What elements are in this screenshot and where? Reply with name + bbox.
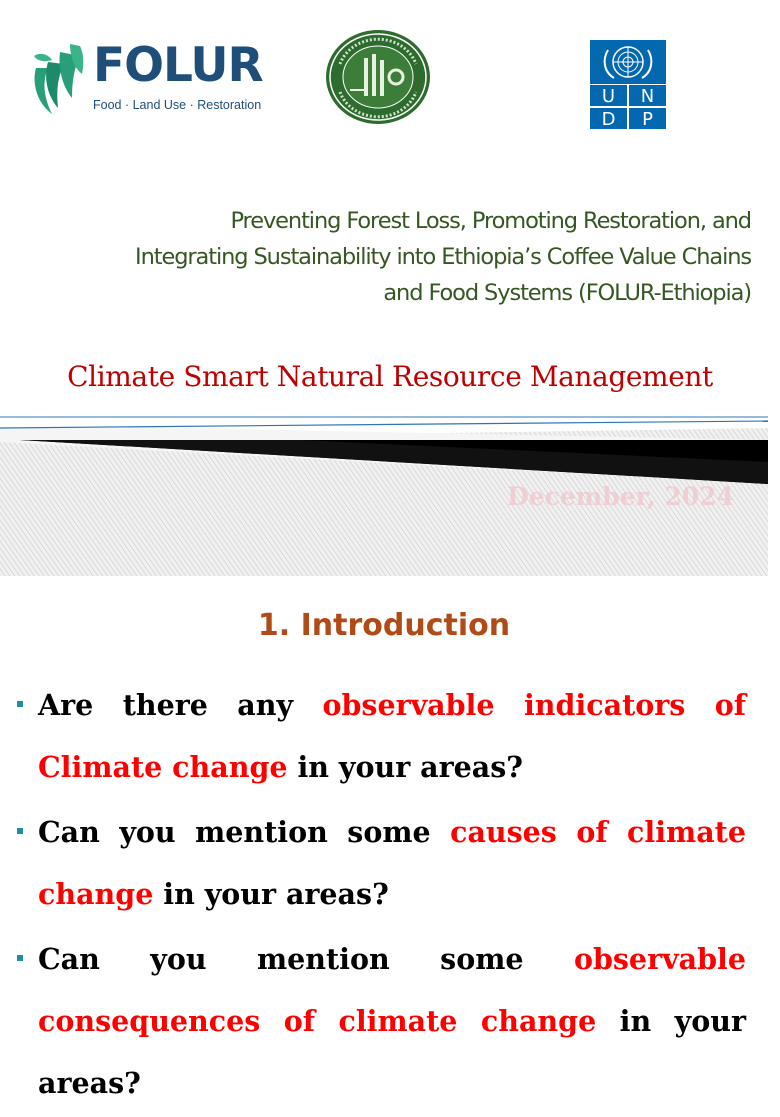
- question-item: [0, 674, 768, 798]
- question-highlight: causes of climate change: [38, 815, 746, 911]
- question-text: in your areas?: [287, 750, 523, 784]
- question-text: in your areas?: [38, 1004, 746, 1100]
- question-list: [0, 674, 768, 1117]
- title-line-2: Integrating Sustainability into Ethiopia’s Coffee Value Chains: [135, 244, 751, 270]
- ministry-seal-logo: [324, 28, 432, 126]
- title-line-3: and Food Systems (FOLUR-Ethiopia): [383, 280, 751, 306]
- ministry-seal-icon: [324, 28, 432, 126]
- question-item: [0, 928, 768, 1114]
- question-text: Are there any: [38, 688, 323, 722]
- presentation-title: [11, 203, 751, 311]
- un-emblem-icon: [590, 40, 666, 129]
- question-highlight: observable consequences of climate change: [38, 942, 746, 1038]
- undp-letter-n: N: [640, 86, 655, 107]
- folur-tagline: Food · Land Use · Restoration: [93, 98, 262, 112]
- bullet-marker-icon: [17, 955, 23, 961]
- question-item: [0, 801, 768, 925]
- undp-letter-d: D: [601, 109, 616, 130]
- question-text: in your areas?: [153, 877, 389, 911]
- introduction-slide: [0, 576, 768, 1100]
- bullet-marker-icon: [17, 701, 23, 707]
- bullet-marker-icon: [17, 828, 23, 834]
- undp-logo: [590, 40, 666, 129]
- folur-logo: [30, 38, 263, 120]
- question-highlight: observable indicators of Climate change: [38, 688, 746, 784]
- presentation-date: December, 2024: [507, 482, 734, 511]
- folur-wordmark: FOLUR: [93, 38, 263, 93]
- slide-heading: 1. Introduction: [257, 608, 511, 643]
- title-line-1: Preventing Forest Loss, Promoting Restoration, and: [230, 208, 751, 234]
- undp-letter-u: U: [601, 86, 616, 107]
- question-text: Can you mention some: [38, 815, 451, 849]
- question-text: Can you mention some: [38, 942, 574, 976]
- folur-leaf-icon: [30, 42, 86, 116]
- presentation-subtitle: Climate Smart Natural Resource Management: [67, 360, 713, 393]
- undp-letter-p: P: [642, 109, 653, 130]
